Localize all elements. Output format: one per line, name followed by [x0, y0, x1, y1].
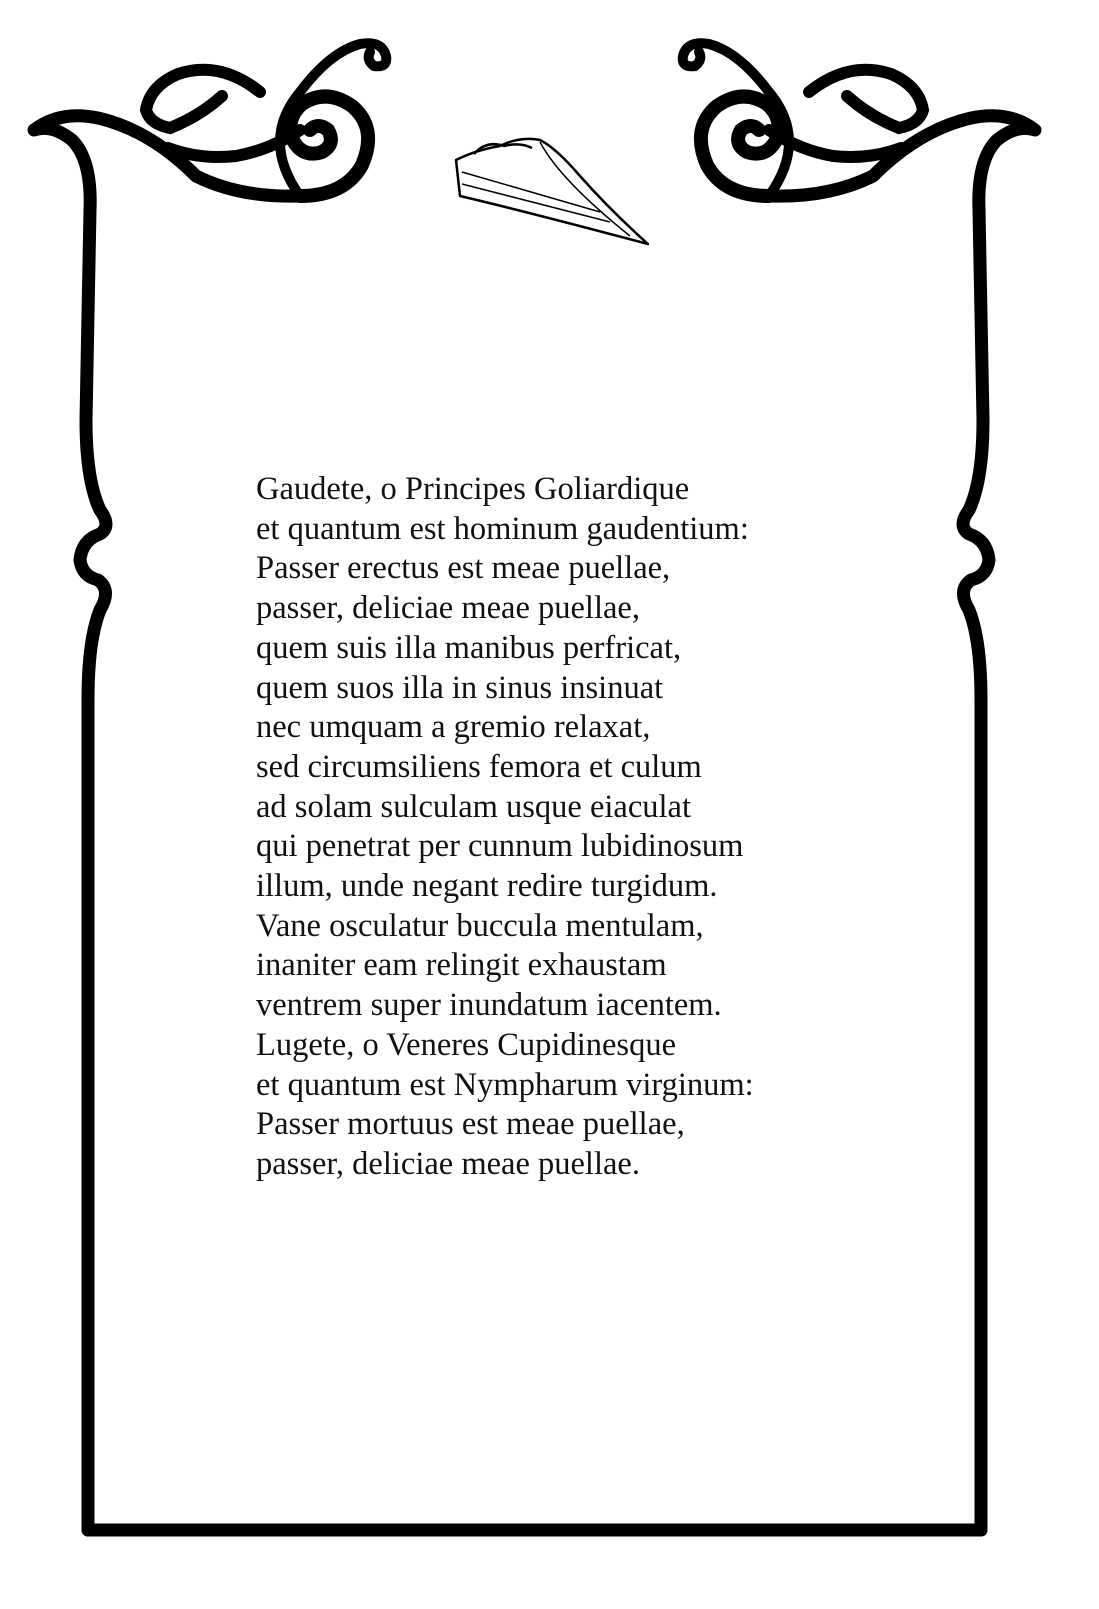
poem-line: Passer erectus est meae puellae, [256, 550, 671, 587]
poem-line: et quantum est Nympharum virginum: [256, 1066, 754, 1103]
poem-line: ventrem super inundatum iacentem. [256, 987, 722, 1024]
poem-line: ad solam sulculam usque eiaculat [256, 788, 692, 825]
poem-line: Gaudete, o Principes Goliardique [256, 471, 690, 507]
poem-line: sed circumsiliens femora et culum [256, 748, 702, 785]
poem-line: quem suis illa manibus perfricat, [256, 629, 682, 666]
cap-icon [456, 139, 648, 244]
poem-text [256, 470, 896, 1185]
poem-line: inaniter eam relingit exhaustam [256, 947, 667, 984]
scroll-swirl-left [146, 43, 386, 196]
poem-line: Lugete, o Veneres Cupidinesque [256, 1026, 676, 1063]
scroll-swirl-right [683, 43, 923, 196]
poem-line: illum, unde negant redire turgidum. [256, 868, 718, 905]
poem-line: et quantum est hominum gaudentium: [256, 510, 749, 547]
poem-line: qui penetrat per cunnum lubidinosum [256, 828, 744, 865]
poem-line: Vane osculatur buccula mentulam, [256, 907, 704, 944]
poem-line: passer, deliciae meae puellae, [256, 590, 640, 627]
poem-line: quem suos illa in sinus insinuat [256, 669, 664, 706]
poem-line: Passer mortuus est meae puellae, [256, 1106, 685, 1143]
poem-line: nec umquam a gremio relaxat, [256, 709, 651, 746]
poem-line: passer, deliciae meae puellae. [256, 1145, 640, 1182]
